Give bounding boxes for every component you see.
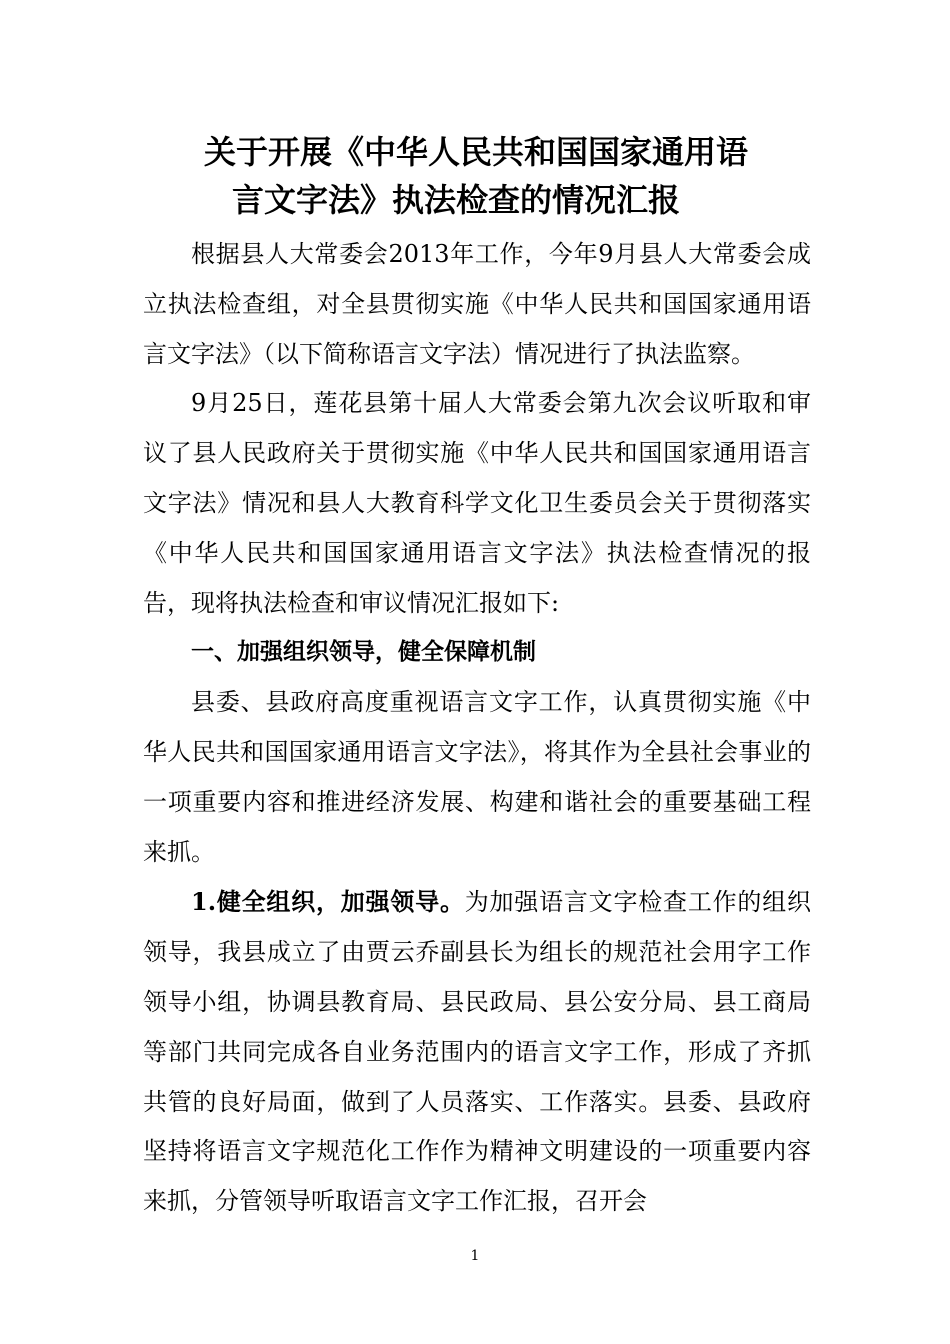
document-title-line-1: 关于开展《中华人民共和国国家通用语 [204,133,749,171]
item-1-text: 为加强语言文字检查工作的组织领导，我县成立了由贾云乔副县长为组长的规范社会用字工作领导小组，协调县教育局、县民政局、县公安分局、县工商局等部门共同完成各自业务范围内的语言文字工作，形成了齐抓共管的良好局面，做到了人员落实、工作落实。县委、县政府坚持将语言文字规范化工作作为精神文明建设的一项重要内容来抓，分管领导听取语言文字工作汇报，召开会 [143,888,811,1216]
meeting-paragraph: 9月25日，莲花县第十届人大常委会第九次会议听取和审议了县人民政府关于贯彻实施《中华人民共和国国家通用语言文字法》情况和县人大教育科学文化卫生委员会关于贯彻落实《中华人民共和国国家通用语言文字法》执法检查情况的报告，现将执法检查和审议情况汇报如下: [143,389,811,617]
document-body [143,230,811,1227]
intro-paragraph: 根据县人大常委会2013年工作，今年9月县人大常委会成立执法检查组，对全县贯彻实施《中华人民共和国国家通用语言文字法》（以下简称语言文字法）情况进行了执法监察。 [143,240,811,368]
document-title-line-2: 言文字法》执法检查的情况汇报 [232,181,681,219]
item-1-paragraph [143,877,811,1227]
section-heading: 一、加强组织领导，健全保障机制 [191,639,536,666]
item-1-lead: 1.健全组织，加强领导。 [191,887,465,917]
section-paragraph: 县委、县政府高度重视语言文字工作，认真贯彻实施《中华人民共和国国家通用语言文字法》，将其作为全县社会事业的一项重要内容和推进经济发展、构建和谐社会的重要基础工程来抓。 [143,688,811,866]
page-number: 1 [470,1248,480,1264]
